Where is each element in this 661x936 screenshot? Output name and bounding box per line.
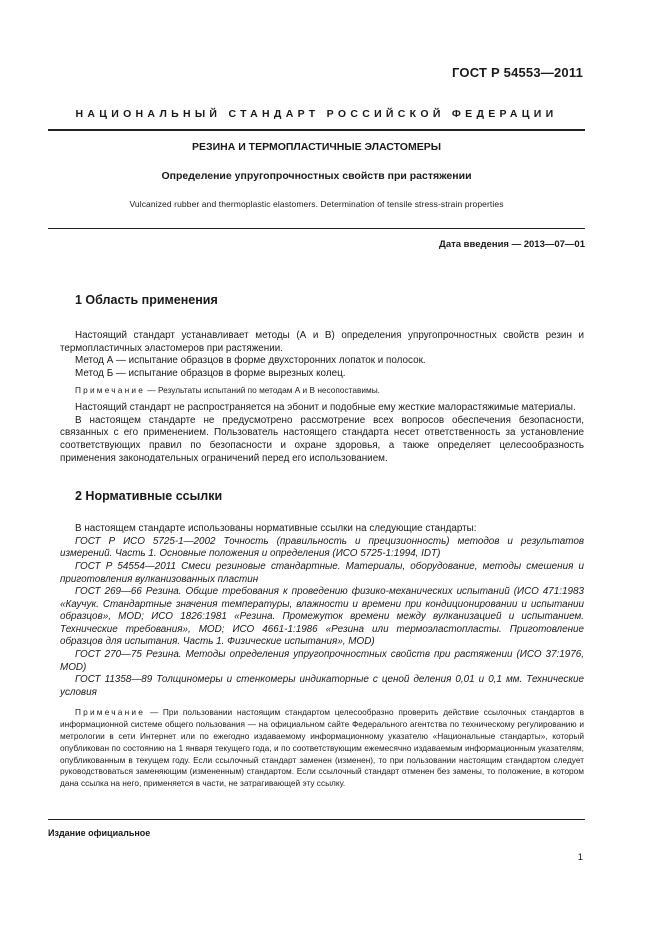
english-title: Vulcanized rubber and thermoplastic elastomers. Determination of tensile stress-strain properties [129, 199, 504, 209]
footer-rule [48, 819, 585, 820]
national-standard-banner: НАЦИОНАЛЬНЫЙ СТАНДАРТ РОССИЙСКОЙ ФЕДЕРАЦИИ [75, 108, 558, 120]
document-code: ГОСТ Р 54553—2011 [452, 65, 583, 80]
note-label: Примечание [75, 707, 146, 718]
section-1-paragraph: Метод Б — испытание образцов в форме вырезных колец. [75, 367, 346, 379]
section-2-heading: 2 Нормативные ссылки [75, 489, 223, 504]
note-text: — Результаты испытаний по методам А и В несопоставимы. [145, 385, 380, 396]
note-text: — При пользовании настоящим стандартом целесообразно проверить действие ссылочных стандартов в информационной системе общего пользования — на официальном сайте Федерального агентства по техническому регулированию и метрологии в сети Интернет или по ежегодно издаваемому информационному указателю «Национальные стандарты», который опубликован по состоянию на 1 января текущего года, и по соответствующим ежемесячно издаваемым информационным указателям, опубликованным в текущем году. Если ссылочный стандарт заменен (изменен), то при пользовании настоящим стандартом следует руководствоваться заменяющим (измененным) стандартом. Если ссылочный стандарт отменен без замены, то положение, в котором дана ссылка на него, применяется в части, не затрагивающей эту ссылку. [60, 707, 584, 789]
reference-item: ГОСТ 11358—89 Толщиномеры и стенкомеры индикаторные с ценой деления 0,01 и 0,1 мм. Технические условия [60, 674, 584, 698]
document-body [60, 292, 584, 795]
title-rule [48, 228, 585, 229]
section-1-heading: 1 Область применения [75, 293, 218, 307]
page-number: 1 [577, 852, 583, 863]
section-1-paragraph: Метод А — испытание образцов в форме двухсторонних лопаток и полосок. [75, 355, 426, 367]
effective-date: Дата введения — 2013—07—01 [439, 239, 585, 250]
document-title: РЕЗИНА И ТЕРМОПЛАСТИЧНЫЕ ЭЛАСТОМЕРЫ [192, 141, 441, 153]
section-1-paragraph: В настоящем стандарте не предусмотрено рассмотрение всех вопросов обеспечения безопасности, связанных с его применением. Пользователь настоящего стандарта несет ответственность за установление соответствующих правил по безопасности и охране здоровья, а также определяет целесообразность применения законодательных ограничений перед его использованием. [60, 414, 584, 464]
section-2-intro: В настоящем стандарте использованы нормативные ссылки на следующие стандарты: [75, 523, 477, 535]
note-label: Примечание [75, 385, 146, 396]
section-1-note [60, 385, 584, 397]
section-1-paragraph: Настоящий стандарт не распространяется на эбонит и подобные ему жесткие малорастяжимые материалы. [75, 402, 576, 414]
document-subtitle: Определение упругопрочностных свойств при растяжении [161, 170, 472, 182]
edition-label: Издание официальное [48, 828, 151, 838]
reference-item: ГОСТ Р 54554—2011 Смеси резиновые стандартные. Материалы, оборудование, методы смешения и приготовления вулканизованных пластин [60, 560, 584, 585]
reference-item: ГОСТ Р ИСО 5725-1—2002 Точность (правильность и прецизионность) методов и результатов измерений. Часть 1. Основные положения и определения (ИСО 5725-1:1994, IDT) [60, 535, 584, 560]
section-1-paragraph: Настоящий стандарт устанавливает методы (А и В) определения упругопрочностных свойств резин и термопластичных эластомеров при растяжении. [60, 330, 584, 354]
reference-item: ГОСТ 269—66 Резина. Общие требования к проведению физико-механических испытаний (ИСО 471:1983 «Каучук. Стандартные значения температуры, влажности и времени при кондиционировании и испытании образцов», MOD; ИСО 1826:1981 «Резина. Промежуток времени между вулканизацией и испытанием. Технические требования», MOD; ИСО 4661-1:1986 «Резина или термоэластопласты. Приготовление образцов для испытания. Часть 1. Физические испытания», MOD) [60, 586, 584, 648]
reference-item: ГОСТ 270—75 Резина. Методы определения упругопрочностных свойств при растяжении (ИСО 37:1976, MOD) [60, 649, 584, 673]
header-rule [48, 129, 585, 131]
section-2-note [60, 707, 584, 790]
